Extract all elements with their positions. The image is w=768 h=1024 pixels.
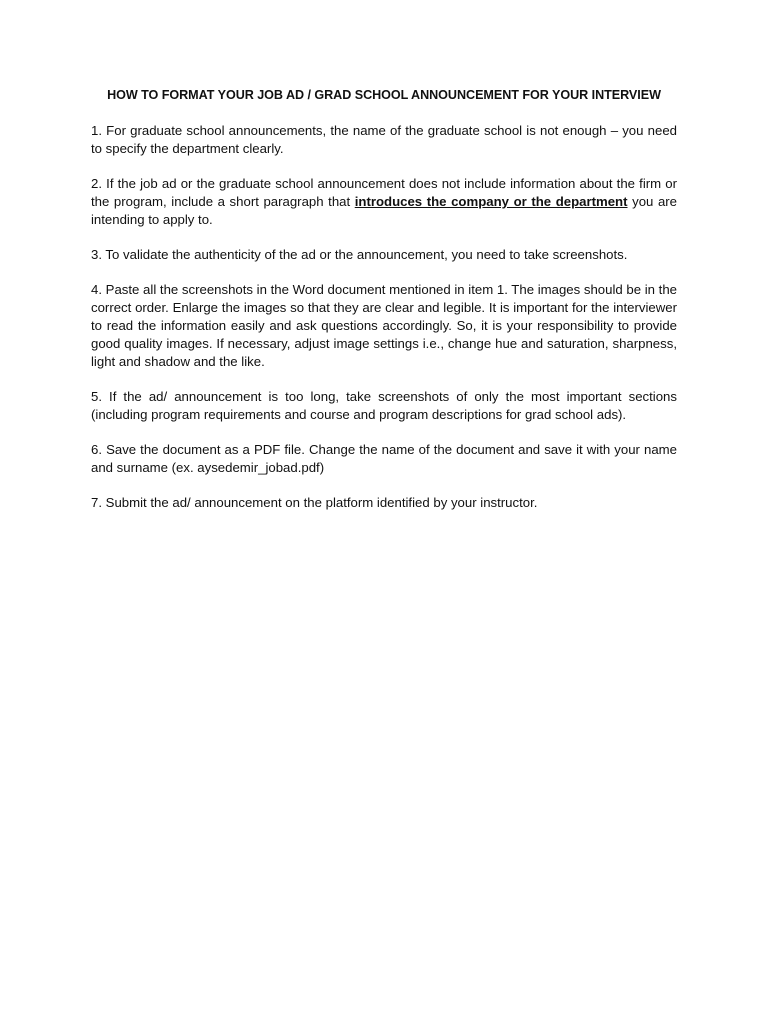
instruction-item-7: 7. Submit the ad/ announcement on the platform identified by your instructor.	[91, 495, 538, 510]
instruction-item-5: 5. If the ad/ announcement is too long, take screenshots of only the most important sections (including program requirements and course and program descriptions for grad school ads).	[91, 389, 677, 422]
instruction-item-2	[91, 175, 677, 229]
instruction-item-1: 1. For graduate school announcements, the name of the graduate school is not enough – you need to specify the department clearly.	[91, 123, 677, 156]
instruction-item-4: 4. Paste all the screenshots in the Word document mentioned in item 1. The images should be in the correct order. Enlarge the images so that they are clear and legible. It is important for the interviewer to read the information easily and ask questions accordingly. So, it is your responsibility to provide good quality images. If necessary, adjust image settings i.e., change hue and saturation, sharpness, light and shadow and the like.	[91, 282, 677, 369]
document-title: HOW TO FORMAT YOUR JOB AD / GRAD SCHOOL ANNOUNCEMENT FOR YOUR INTERVIEW	[107, 88, 661, 102]
instruction-item-2-emphasis: introduces the company or the department	[354, 194, 628, 209]
document-page	[91, 87, 677, 529]
instruction-item-6: 6. Save the document as a PDF file. Change the name of the document and save it with your name and surname (ex. aysedemir_jobad.pdf)	[91, 442, 677, 475]
instruction-item-2-text-before: 2. If the job ad or the graduate school announcement does not include information about the firm or the program, include a short paragraph that	[91, 176, 677, 209]
instruction-item-3: 3. To validate the authenticity of the ad or the announcement, you need to take screenshots.	[91, 247, 628, 262]
instruction-item-2-text-after: you are intending to apply to.	[91, 194, 678, 227]
